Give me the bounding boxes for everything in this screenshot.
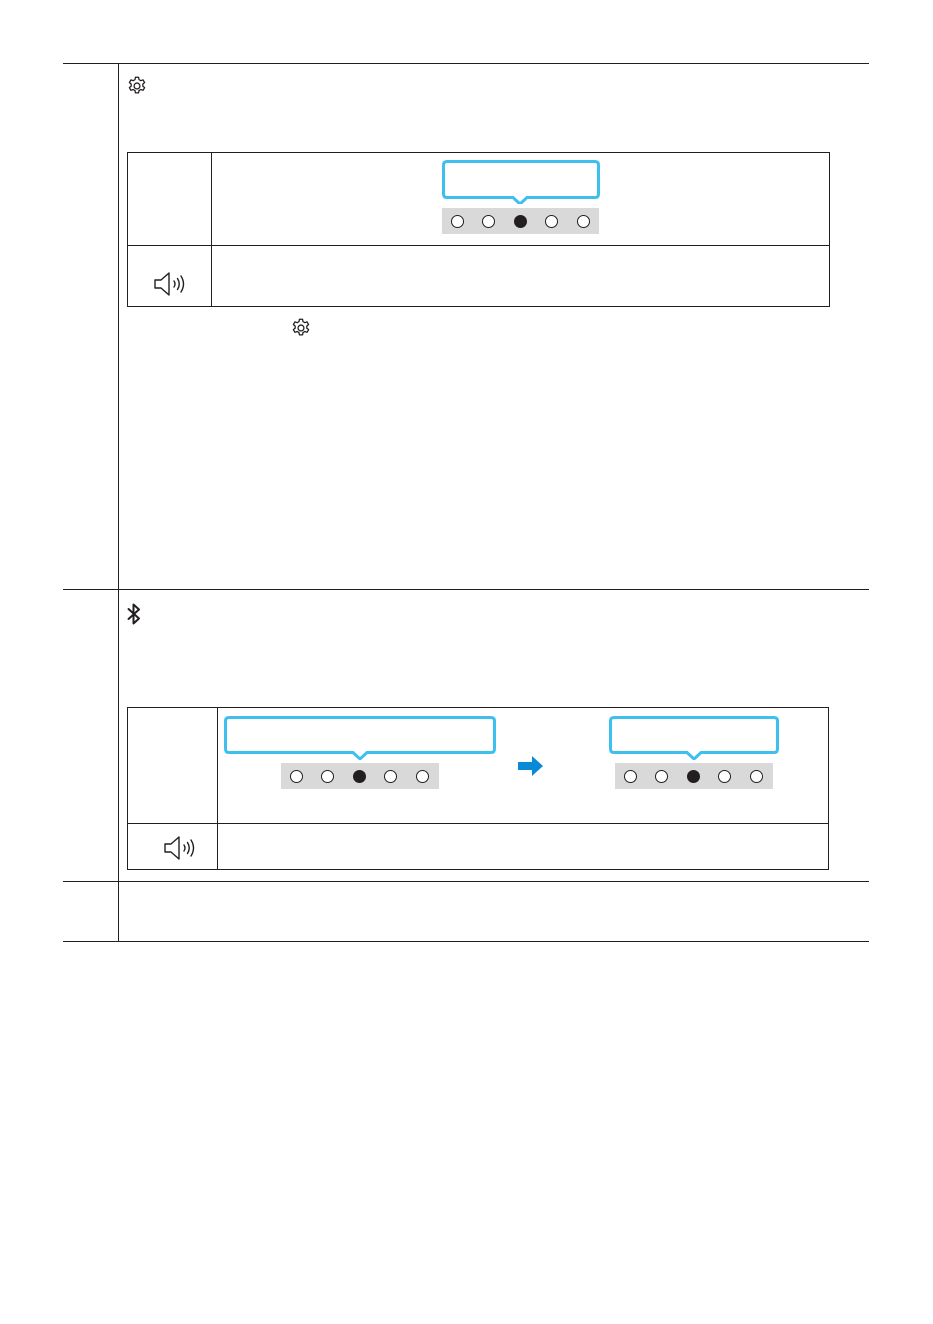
gear-icon <box>290 317 312 339</box>
led-indicator <box>718 770 731 783</box>
table-bottom-rule <box>63 941 869 942</box>
bluetooth-icon <box>126 602 142 626</box>
led-indicator <box>655 770 668 783</box>
section-bluetooth <box>119 590 869 881</box>
led-indicator <box>451 215 464 228</box>
led-indicator <box>545 215 558 228</box>
indicator-table-col-divider <box>217 708 218 869</box>
indicator-table <box>127 152 830 307</box>
led-indicator-active <box>687 770 700 783</box>
led-indicator-strip <box>442 208 599 234</box>
led-indicator-strip <box>281 763 439 789</box>
gear-icon <box>126 75 148 97</box>
led-indicator <box>384 770 397 783</box>
speaker-sound-icon <box>162 834 198 862</box>
led-indicator <box>482 215 495 228</box>
led-indicator-active <box>514 215 527 228</box>
indicator-table-row-divider <box>128 823 828 824</box>
led-indicator <box>290 770 303 783</box>
display-callout <box>224 716 496 760</box>
speaker-sound-icon <box>152 270 188 298</box>
indicator-table <box>127 707 829 870</box>
indicator-table-col-divider <box>211 153 212 306</box>
indicator-table-row-divider <box>128 245 829 246</box>
display-callout <box>442 160 600 204</box>
section-empty-row <box>119 882 869 941</box>
led-indicator <box>577 215 590 228</box>
led-indicator <box>416 770 429 783</box>
display-callout <box>609 716 779 760</box>
led-indicator-strip <box>615 763 773 789</box>
led-indicator-active <box>353 770 366 783</box>
section-settings <box>119 64 869 589</box>
led-indicator <box>750 770 763 783</box>
right-arrow-icon <box>517 755 545 777</box>
led-indicator <box>321 770 334 783</box>
led-indicator <box>624 770 637 783</box>
